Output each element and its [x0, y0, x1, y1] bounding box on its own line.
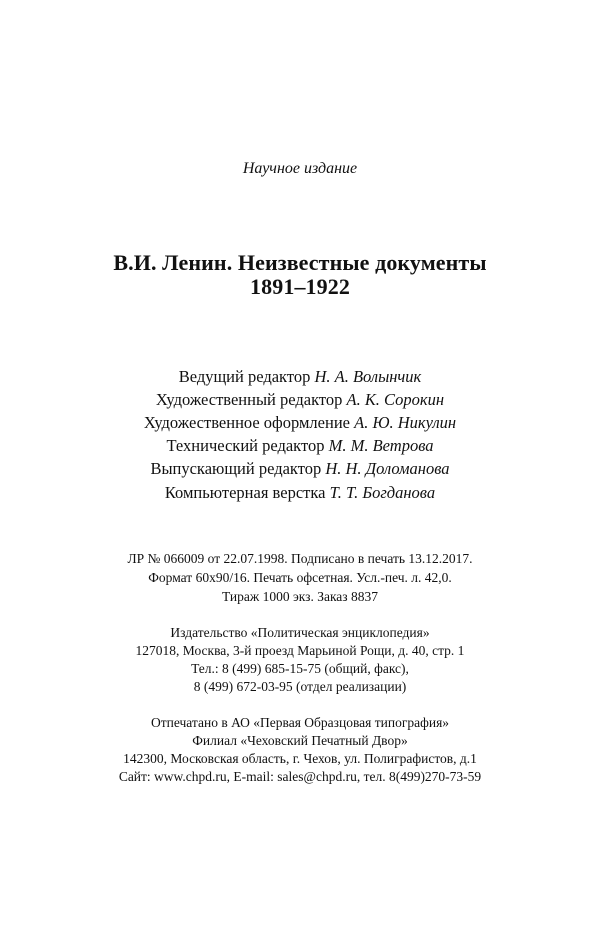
publisher-sales-phone: 8 (499) 672-03-95 (отдел реализации) — [193, 679, 407, 694]
publisher-address: 127018, Москва, 3-й проезд Марьиной Рощи, д. 40, стр. 1 — [135, 643, 465, 658]
credit-role: Выпускающий редактор — [150, 459, 326, 478]
credit-role: Технический редактор — [166, 436, 329, 455]
credit-art-editor — [0, 390, 600, 410]
credit-name: Т. Т. Богданова — [329, 483, 436, 502]
credit-role: Художественное оформление — [143, 413, 355, 432]
series-label: Научное издание — [242, 160, 358, 177]
credit-technical-editor — [0, 436, 600, 456]
printer-name: Отпечатано в АО «Первая Образцовая типография» — [150, 715, 450, 730]
credit-role: Ведущий редактор — [178, 367, 315, 386]
printer-address: 142300, Московская область, г. Чехов, ул. Полиграфистов, д.1 — [123, 751, 477, 766]
publisher-name: Издательство «Политическая энциклопедия» — [170, 625, 430, 640]
credit-name: А. К. Сорокин — [346, 390, 445, 409]
imprint-license: ЛР № 066009 от 22.07.1998. Подписано в печать 13.12.2017. — [127, 551, 473, 566]
credit-name: М. М. Ветрова — [328, 436, 434, 455]
credit-name: Н. А. Волынчик — [314, 367, 422, 386]
book-title: В.И. Ленин. Неизвестные документы — [113, 250, 487, 275]
book-years: 1891–1922 — [250, 274, 350, 299]
credit-lead-editor — [0, 367, 600, 387]
credit-art-design — [0, 413, 600, 433]
imprint-format: Формат 60x90/16. Печать офсетная. Усл.-печ. л. 42,0. — [148, 570, 452, 585]
imprint-print-run: Тираж 1000 экз. Заказ 8837 — [221, 589, 379, 604]
printer-branch: Филиал «Чеховский Печатный Двор» — [192, 733, 408, 748]
credit-release-editor — [0, 459, 600, 479]
credit-role: Художественный редактор — [155, 390, 347, 409]
printer-contacts: Сайт: www.chpd.ru, E-mail: sales@chpd.ru, тел. 8(499)270-73-59 — [118, 769, 482, 784]
credit-name: Н. Н. Доломанова — [325, 459, 450, 478]
credit-name: А. Ю. Никулин — [354, 413, 457, 432]
publisher-phone: Тел.: 8 (499) 685-15-75 (общий, факс), — [191, 661, 409, 676]
credit-role: Компьютерная верстка — [164, 483, 330, 502]
credit-layout — [0, 483, 600, 503]
